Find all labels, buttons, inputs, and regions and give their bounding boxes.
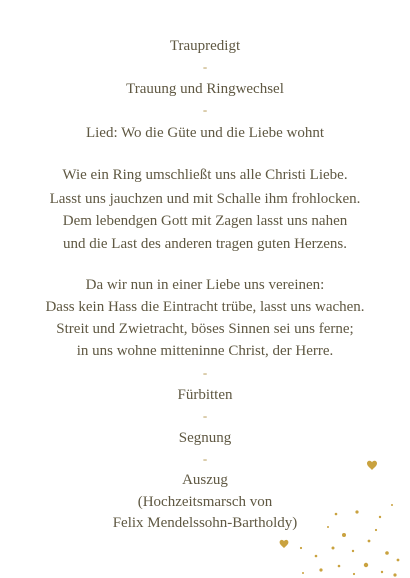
confetti-dot bbox=[364, 563, 368, 567]
separator: - bbox=[202, 59, 208, 74]
item-segnung: Segnung bbox=[178, 430, 232, 446]
separator: - bbox=[202, 451, 208, 466]
confetti-dot bbox=[302, 572, 304, 574]
confetti-dot bbox=[353, 573, 355, 575]
lyric-line: Lasst uns jauchzen und mit Schalle ihm frohlocken. bbox=[49, 191, 361, 207]
separator: - bbox=[202, 408, 208, 423]
item-auszug: Auszug bbox=[182, 472, 228, 488]
confetti-dot bbox=[342, 533, 346, 537]
auszug-note-line: Felix Mendelssohn-Bartholdy) bbox=[112, 515, 298, 531]
lyric-line: Streit und Zwietracht, böses Sinnen sei uns ferne; bbox=[56, 321, 354, 337]
confetti-dot bbox=[381, 571, 383, 573]
item-trauung-ringwechsel: Trauung und Ringwechsel bbox=[126, 81, 284, 97]
confetti-dot bbox=[368, 540, 371, 543]
confetti-dot bbox=[332, 547, 335, 550]
lyric-line: in uns wohne mitteninne Christ, der Herre. bbox=[76, 343, 334, 359]
lyric-line: Wie ein Ring umschließt uns alle Christi Liebe. bbox=[62, 167, 348, 183]
confetti-dot bbox=[319, 568, 322, 571]
lyric-line: und die Last des anderen tragen guten Herzens. bbox=[62, 236, 348, 252]
separator: - bbox=[202, 102, 208, 117]
confetti-dot bbox=[397, 559, 400, 562]
confetti-dot bbox=[315, 555, 318, 558]
lyric-line: Da wir nun in einer Liebe uns vereinen: bbox=[85, 277, 325, 293]
item-lied-title: Lied: Wo die Güte und die Liebe wohnt bbox=[85, 125, 325, 141]
separator: - bbox=[202, 365, 208, 380]
confetti-dot bbox=[300, 547, 302, 549]
confetti-dot bbox=[393, 573, 396, 576]
lyric-line: Dem lebendgen Gott mit Zagen lasst uns nahen bbox=[62, 213, 348, 229]
heart-icon bbox=[280, 540, 289, 548]
confetti-dot bbox=[338, 565, 341, 568]
confetti-dot bbox=[352, 550, 354, 552]
lyric-line: Dass kein Hass die Eintracht trübe, lasst uns wachen. bbox=[45, 299, 365, 315]
item-traupredigt: Traupredigt bbox=[169, 38, 241, 54]
auszug-note-line: (Hochzeitsmarsch von bbox=[137, 494, 273, 510]
item-fuerbitten: Fürbitten bbox=[177, 387, 233, 403]
confetti-dot bbox=[385, 551, 389, 555]
